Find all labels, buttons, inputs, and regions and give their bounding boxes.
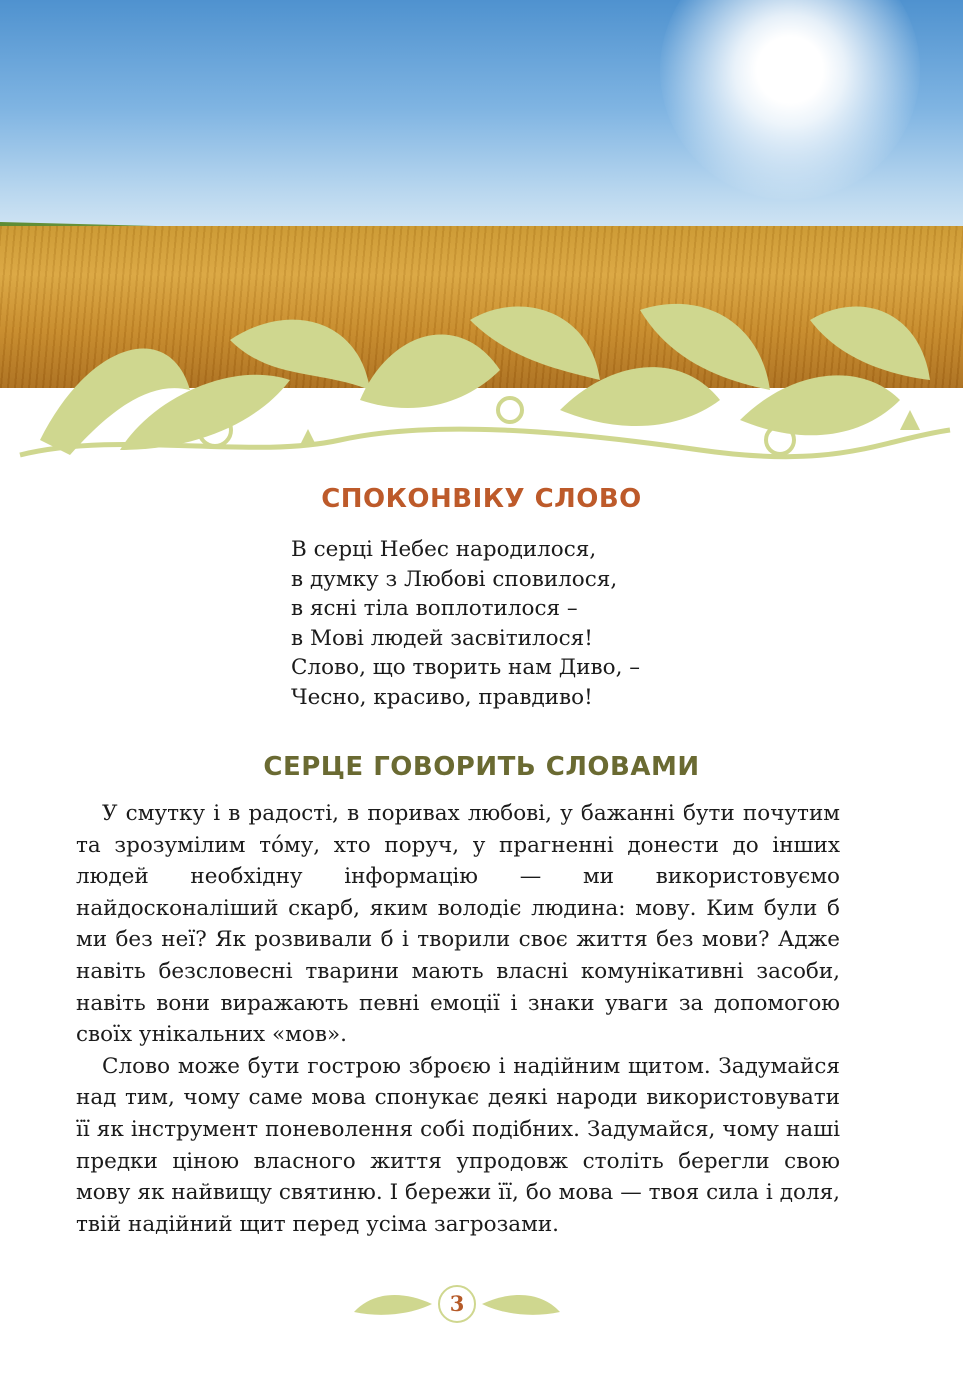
poem-line: в Мові людей засвітилося! bbox=[291, 625, 593, 651]
poem-line: Чесно, красиво, правдиво! bbox=[291, 684, 593, 710]
poem-line: Слово, що творить нам Диво, – bbox=[291, 655, 640, 680]
poem bbox=[291, 535, 711, 712]
header-illustration bbox=[0, 0, 963, 470]
paragraph: Слово може бути гострою зброєю і надійним щитом. Задумайся над тим, чому саме мова спонукає деякі народи використовувати її як інструмент поневолення собі подібних. Задумайся, чому наші предки ціною власного життя упродовж століть берегли свою мову як найвищу святиню. І бережи її, бо мова — твоя сила і доля, твій надійний щит перед усіма загрозами. bbox=[76, 1053, 840, 1237]
page-footer bbox=[352, 1284, 562, 1324]
poem-line: в ясні тіла воплотилося – bbox=[291, 596, 578, 621]
section-title-2: СЕРЦЕ ГОВОРИТЬ СЛОВАМИ bbox=[263, 752, 700, 782]
page-number: 3 bbox=[449, 1291, 465, 1316]
poem-line: В серці Небес народилося, bbox=[291, 537, 597, 562]
paragraph: У смутку і в радості, в поривах любові, у бажанні бути почутим та зрозумілим то́му, хто поруч, у прагненні донести до інших людей необхідну інформацію — ми використовуємо найдосконаліший скарб, яким володіє людина: мову. Ким були б ми без неї? Як розвивали б і творили своє життя без мови? Адже навіть безсловесні тварини мають власні комунікативні засоби, навіть вони виражають певні емоції і знаки уваги за допомогою своїх унікальних «мов». bbox=[76, 801, 840, 1048]
body-text bbox=[76, 798, 840, 1240]
poem-line: в думку з Любові сповилося, bbox=[291, 566, 618, 592]
section-title-1: СПОКОНВІКУ СЛОВО bbox=[321, 484, 642, 514]
floral-ornament-icon bbox=[0, 280, 963, 470]
